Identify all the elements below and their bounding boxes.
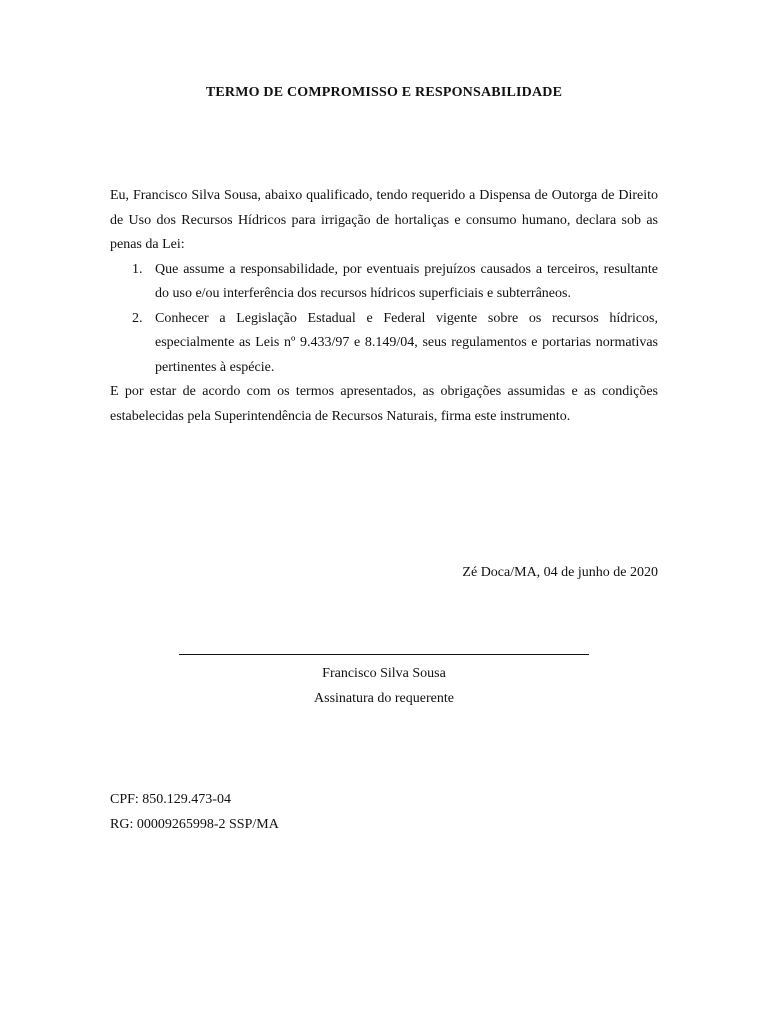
cpf-line: CPF: 850.129.473-04 <box>110 792 231 807</box>
clause-item <box>110 307 658 381</box>
intro-paragraph: Eu, Francisco Silva Sousa, abaixo qualificado, tendo requerido a Dispensa de Outorga de Direito de Uso dos Recursos Hídricos para irrigação de hortaliças e consumo humano, declara sob as penas da Lei: <box>110 188 658 252</box>
place-date: Zé Doca/MA, 04 de junho de 2020 <box>462 565 658 580</box>
clause-text: Conhecer a Legislação Estadual e Federal vigente sobre os recursos hídricos, especialmente as Leis nº 9.433/97 e 8.149/04, seus regulamentos e portarias normativas pertinentes à espécie. <box>155 310 658 375</box>
signer-role: Assinatura do requerente <box>314 691 454 706</box>
signature-line <box>179 654 589 655</box>
clause-number: 2. <box>132 310 143 326</box>
document-body <box>110 184 658 429</box>
closing-paragraph: E por estar de acordo com os termos apresentados, as obrigações assumidas e as condições estabelecidas pela Superintendência de Recursos Naturais, firma este instrumento. <box>110 384 658 424</box>
clause-number: 1. <box>132 261 143 277</box>
clause-list <box>110 258 658 381</box>
document-title: TERMO DE COMPROMISSO E RESPONSABILIDADE <box>205 85 563 100</box>
clause-item <box>110 258 658 307</box>
rg-line: RG: 00009265998-2 SSP/MA <box>110 817 279 832</box>
signer-name: Francisco Silva Sousa <box>322 666 446 681</box>
clause-text: Que assume a responsabilidade, por eventuais prejuízos causados a terceiros, resultante do uso e/ou interferência dos recursos hídricos superficiais e subterrâneos. <box>155 261 658 301</box>
